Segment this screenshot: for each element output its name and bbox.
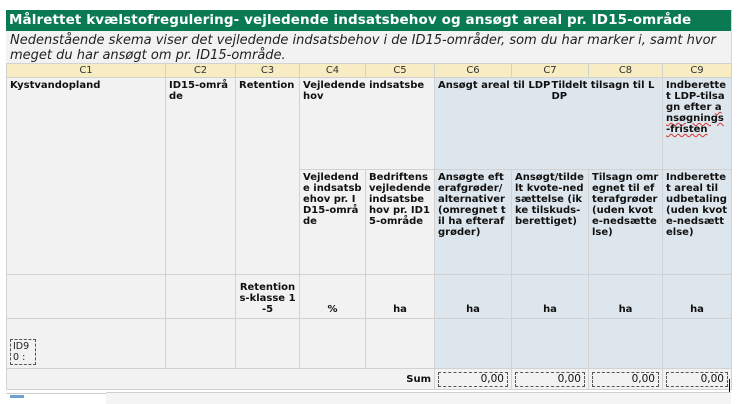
header-kystvandopland: Kystvandopland xyxy=(7,78,166,275)
table-row xyxy=(7,319,732,369)
sum-c6-field[interactable]: 0,00 xyxy=(438,372,508,387)
subheader-c7: Ansøgt/tildelt kvote-nedsættelse (ikke tilskuds-berettiget) xyxy=(512,170,589,275)
panel-title: Målrettet kvælstofregulering- vejledende indsatsbehov og ansøgt areal pr. ID15-område xyxy=(6,10,731,31)
cell-id15 xyxy=(166,319,236,369)
col-code-c3: C3 xyxy=(236,64,300,78)
cell-c6 xyxy=(435,319,512,369)
col-code-c9: C9 xyxy=(663,64,732,78)
tab-marker-icon xyxy=(10,395,24,398)
col-code-c7: C7 xyxy=(512,64,589,78)
bottom-tab[interactable] xyxy=(6,393,106,404)
header-row-top xyxy=(7,78,732,170)
cell-c8 xyxy=(589,319,663,369)
unit-c9: ha xyxy=(663,275,732,319)
header-indberettet-tilsagn xyxy=(663,78,732,170)
subheader-c9: Indberettet areal til udbetaling (uden kvote-nedsættelse) xyxy=(663,170,732,275)
sum-label: Sum xyxy=(7,369,435,390)
unit-c3: Retentions-klasse 1-5 xyxy=(236,275,300,319)
unit-c1 xyxy=(7,275,166,319)
header-vejledende-indsatsbehov: Vejledende indsatsbehov xyxy=(300,78,435,170)
sum-c8-field[interactable]: 0,00 xyxy=(592,372,659,387)
col-code-c5: C5 xyxy=(366,64,435,78)
unit-c8: ha xyxy=(589,275,663,319)
unit-c6: ha xyxy=(435,275,512,319)
sum-c7-field[interactable]: 0,00 xyxy=(515,372,585,387)
subheader-c4: Vejledende indsatsbehov pr. ID15-område xyxy=(300,170,366,275)
header-ansoegt-areal-label: Ansøgt areal til LDP xyxy=(438,80,551,91)
header-id15-omraade: ID15-område xyxy=(166,78,236,275)
cell-c5 xyxy=(366,319,435,369)
sum-c9-cell xyxy=(663,369,732,390)
subheader-c6: Ansøgte efterafgrøder/ alternativer (omregnet til ha efterafgrøder) xyxy=(435,170,512,275)
col-code-c8: C8 xyxy=(589,64,663,78)
sum-c6-cell xyxy=(435,369,512,390)
cell-kystvandopland xyxy=(7,319,166,369)
header-retention: Retention xyxy=(236,78,300,275)
header-ansoegt-areal xyxy=(435,78,551,170)
cell-c7 xyxy=(512,319,589,369)
sum-c7-cell xyxy=(512,369,589,390)
col-code-c2: C2 xyxy=(166,64,236,78)
column-code-row xyxy=(7,64,732,78)
unit-c2 xyxy=(166,275,236,319)
subheader-c8: Tilsagn omregnet til efterafgrøder (uden kvote-nedsættelse) xyxy=(589,170,663,275)
cell-c4 xyxy=(300,319,366,369)
subheader-c5: Bedriftens vejledende indsatsbehov pr. ID15-område xyxy=(366,170,435,275)
col-code-c1: C1 xyxy=(7,64,166,78)
id15-table xyxy=(6,63,732,390)
header-c9-text: Indberettet LDP-tilsagn efter xyxy=(666,80,726,113)
col-code-c6: C6 xyxy=(435,64,512,78)
unit-c7: ha xyxy=(512,275,589,319)
spellcheck-underlined-text: ansøgnings-fristen xyxy=(666,102,724,135)
col-code-c4: C4 xyxy=(300,64,366,78)
sum-row xyxy=(7,369,732,390)
sum-c9-field[interactable]: 0,00 xyxy=(666,372,728,387)
ldp-panel xyxy=(6,10,732,390)
id-field[interactable]: ID90 : xyxy=(10,339,36,365)
panel-description: Nedenstående skema viser det vejledende indsatsbehov i de ID15-områder, som du har marker i, samt hvor meget du har ansøgt om pr. ID15-område. xyxy=(6,31,731,63)
header-tildelt-tilsagn: Tildelt tilsagn til LDP xyxy=(512,78,663,170)
units-row xyxy=(7,275,732,319)
unit-c5: ha xyxy=(366,275,435,319)
sum-c8-cell xyxy=(589,369,663,390)
unit-c4: % xyxy=(300,275,366,319)
bottom-scrollbar[interactable] xyxy=(106,392,731,404)
cell-retention xyxy=(236,319,300,369)
cell-c9 xyxy=(663,319,732,369)
